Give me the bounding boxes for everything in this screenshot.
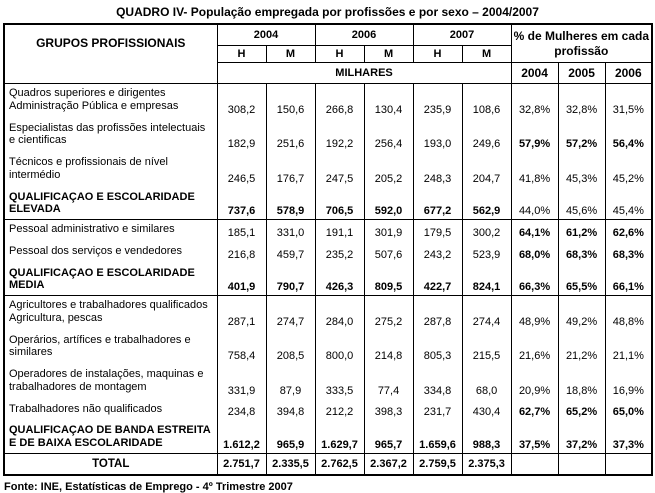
- value-cell: 185,1: [217, 220, 266, 242]
- value-cell: 150,6: [266, 84, 315, 119]
- table-row: [4, 153, 652, 188]
- total-label: TOTAL: [4, 453, 217, 475]
- value-cell: 235,9: [413, 84, 462, 119]
- value-cell: 758,4: [217, 331, 266, 366]
- value-cell: 988,3: [462, 421, 511, 453]
- value-cell: 243,2: [413, 242, 462, 264]
- value-cell: 331,0: [266, 220, 315, 242]
- pct-cell: 45,2%: [605, 153, 652, 188]
- row-label: Pessoal administrativo e similares: [4, 220, 217, 242]
- value-cell: 248,3: [413, 153, 462, 188]
- value-cell: 333,5: [315, 365, 364, 400]
- value-cell: 204,7: [462, 153, 511, 188]
- value-cell: 108,6: [462, 84, 511, 119]
- value-cell: 214,8: [364, 331, 413, 366]
- value-cell: 182,9: [217, 119, 266, 154]
- value-cell: 231,7: [413, 400, 462, 422]
- total-value-cell: 2.762,5: [315, 453, 364, 475]
- pct-cell: 32,8%: [558, 84, 605, 119]
- pct-cell: 41,8%: [511, 153, 558, 188]
- value-cell: 677,2: [413, 188, 462, 220]
- pct-cell: 16,9%: [605, 365, 652, 400]
- value-cell: 308,2: [217, 84, 266, 119]
- col-group-2004: 2004: [217, 24, 315, 46]
- col-group-2007: 2007: [413, 24, 511, 46]
- value-cell: 287,1: [217, 296, 266, 331]
- pct-cell: 21,2%: [558, 331, 605, 366]
- value-cell: 274,4: [462, 296, 511, 331]
- value-cell: 192,2: [315, 119, 364, 154]
- table-row: [4, 331, 652, 366]
- pct-cell: 21,1%: [605, 331, 652, 366]
- value-cell: 68,0: [462, 365, 511, 400]
- value-cell: 215,5: [462, 331, 511, 366]
- col-header-m-2007: M: [462, 46, 511, 63]
- col-header-h-2004: H: [217, 46, 266, 63]
- value-cell: 274,7: [266, 296, 315, 331]
- col-header-grupos-profissionais: GRUPOS PROFISSIONAIS: [4, 24, 217, 84]
- value-cell: 334,8: [413, 365, 462, 400]
- total-row: [4, 453, 652, 475]
- value-cell: 426,3: [315, 264, 364, 296]
- value-cell: 77,4: [364, 365, 413, 400]
- value-cell: 459,7: [266, 242, 315, 264]
- col-header-h-2007: H: [413, 46, 462, 63]
- pct-cell: 57,2%: [558, 119, 605, 154]
- total-value-cell: 2.367,2: [364, 453, 413, 475]
- value-cell: 398,3: [364, 400, 413, 422]
- value-cell: 208,5: [266, 331, 315, 366]
- value-cell: 246,5: [217, 153, 266, 188]
- pct-cell: 56,4%: [605, 119, 652, 154]
- value-cell: 790,7: [266, 264, 315, 296]
- row-label: QUALIFICAÇAO E ESCOLARIDADE ELEVADA: [4, 188, 217, 220]
- value-cell: 507,6: [364, 242, 413, 264]
- value-cell: 193,0: [413, 119, 462, 154]
- pct-cell: 48,9%: [511, 296, 558, 331]
- value-cell: 216,8: [217, 242, 266, 264]
- value-cell: 824,1: [462, 264, 511, 296]
- pct-cell: 32,8%: [511, 84, 558, 119]
- value-cell: 706,5: [315, 188, 364, 220]
- total-value-cell: 2.335,5: [266, 453, 315, 475]
- value-cell: 301,9: [364, 220, 413, 242]
- total-pct-cell: [605, 453, 652, 475]
- pct-cell: 20,9%: [511, 365, 558, 400]
- value-cell: 523,9: [462, 242, 511, 264]
- value-cell: 562,9: [462, 188, 511, 220]
- value-cell: 578,9: [266, 188, 315, 220]
- pct-cell: 68,0%: [511, 242, 558, 264]
- pct-cell: 66,3%: [511, 264, 558, 296]
- value-cell: 87,9: [266, 365, 315, 400]
- row-label: QUALIFICAÇAO DE BANDA ESTREITA E DE BAIXA ESCOLARIDADE: [4, 421, 217, 453]
- total-pct-cell: [558, 453, 605, 475]
- value-cell: 965,7: [364, 421, 413, 453]
- value-cell: 300,2: [462, 220, 511, 242]
- col-header-pct-2006: 2006: [605, 63, 652, 84]
- value-cell: 205,2: [364, 153, 413, 188]
- value-cell: 256,4: [364, 119, 413, 154]
- pct-cell: 57,9%: [511, 119, 558, 154]
- total-value-cell: 2.375,3: [462, 453, 511, 475]
- pct-cell: 37,2%: [558, 421, 605, 453]
- col-header-milhares: MILHARES: [217, 63, 511, 84]
- col-header-pct-2004: 2004: [511, 63, 558, 84]
- value-cell: 212,2: [315, 400, 364, 422]
- row-label: QUALIFICAÇAO E ESCOLARIDADE MEDIA: [4, 264, 217, 296]
- table-header: [4, 24, 652, 84]
- table-row: [4, 296, 652, 331]
- value-cell: 247,5: [315, 153, 364, 188]
- value-cell: 251,6: [266, 119, 315, 154]
- pct-cell: 65,2%: [558, 400, 605, 422]
- pct-cell: 49,2%: [558, 296, 605, 331]
- total-value-cell: 2.751,7: [217, 453, 266, 475]
- value-cell: 287,8: [413, 296, 462, 331]
- row-label: Operadores de instalações, maquinas e trabalhadores de montagem: [4, 365, 217, 400]
- table-total-section: [4, 453, 652, 475]
- pct-cell: 44,0%: [511, 188, 558, 220]
- table-section: [4, 220, 652, 296]
- value-cell: 130,4: [364, 84, 413, 119]
- value-cell: 737,6: [217, 188, 266, 220]
- col-header-m-2006: M: [364, 46, 413, 63]
- pct-cell: 62,6%: [605, 220, 652, 242]
- total-pct-cell: [511, 453, 558, 475]
- total-value-cell: 2.759,5: [413, 453, 462, 475]
- value-cell: 1.612,2: [217, 421, 266, 453]
- value-cell: 266,8: [315, 84, 364, 119]
- pct-cell: 68,3%: [558, 242, 605, 264]
- value-cell: 331,9: [217, 365, 266, 400]
- table-title: QUADRO IV- População empregada por profissões e por sexo – 2004/2007: [116, 5, 539, 19]
- value-cell: 235,2: [315, 242, 364, 264]
- col-header-m-2004: M: [266, 46, 315, 63]
- value-cell: 422,7: [413, 264, 462, 296]
- table-row: [4, 242, 652, 264]
- row-label: Operários, artífices e trabalhadores e similares: [4, 331, 217, 366]
- value-cell: 275,2: [364, 296, 413, 331]
- pct-cell: 31,5%: [605, 84, 652, 119]
- table-row: [4, 188, 652, 220]
- pct-cell: 66,1%: [605, 264, 652, 296]
- value-cell: 430,4: [462, 400, 511, 422]
- pct-cell: 45,3%: [558, 153, 605, 188]
- row-label: Trabalhadores não qualificados: [4, 400, 217, 422]
- pct-cell: 65,5%: [558, 264, 605, 296]
- pct-cell: 37,5%: [511, 421, 558, 453]
- source-note: Fonte: INE, Estatísticas de Emprego - 4º Trimestre 2007: [4, 480, 293, 493]
- table-row: [4, 220, 652, 242]
- value-cell: 234,8: [217, 400, 266, 422]
- table-row: [4, 264, 652, 296]
- value-cell: 965,9: [266, 421, 315, 453]
- col-group-pct-mulheres: % de Mulheres em cada profissão: [511, 24, 652, 63]
- pct-cell: 37,3%: [605, 421, 652, 453]
- row-label: Agricultores e trabalhadores qualificados Agricultura, pescas: [4, 296, 217, 331]
- value-cell: 401,9: [217, 264, 266, 296]
- value-cell: 592,0: [364, 188, 413, 220]
- value-cell: 179,5: [413, 220, 462, 242]
- value-cell: 284,0: [315, 296, 364, 331]
- pct-cell: 61,2%: [558, 220, 605, 242]
- table-row: [4, 421, 652, 453]
- pct-cell: 65,0%: [605, 400, 652, 422]
- col-header-h-2006: H: [315, 46, 364, 63]
- pct-cell: 48,8%: [605, 296, 652, 331]
- pct-cell: 21,6%: [511, 331, 558, 366]
- value-cell: 1.629,7: [315, 421, 364, 453]
- table-row: [4, 84, 652, 119]
- value-cell: 809,5: [364, 264, 413, 296]
- pct-cell: 64,1%: [511, 220, 558, 242]
- value-cell: 249,6: [462, 119, 511, 154]
- table-row: [4, 400, 652, 422]
- col-group-2006: 2006: [315, 24, 413, 46]
- pct-cell: 18,8%: [558, 365, 605, 400]
- header-row-years: [4, 24, 652, 46]
- pct-cell: 62,7%: [511, 400, 558, 422]
- row-label: Pessoal dos serviços e vendedores: [4, 242, 217, 264]
- table-section: [4, 296, 652, 454]
- pct-cell: 68,3%: [605, 242, 652, 264]
- row-label: Técnicos e profissionais de nível intermédio: [4, 153, 217, 188]
- table-section: [4, 84, 652, 220]
- row-label: Quadros superiores e dirigentes Administração Pública e empresas: [4, 84, 217, 119]
- table-row: [4, 365, 652, 400]
- value-cell: 394,8: [266, 400, 315, 422]
- data-table: [3, 23, 653, 476]
- value-cell: 805,3: [413, 331, 462, 366]
- pct-cell: 45,4%: [605, 188, 652, 220]
- value-cell: 800,0: [315, 331, 364, 366]
- table-row: [4, 119, 652, 154]
- value-cell: 1.659,6: [413, 421, 462, 453]
- value-cell: 191,1: [315, 220, 364, 242]
- row-label: Especialistas das profissões intelectuais e cientificas: [4, 119, 217, 154]
- value-cell: 176,7: [266, 153, 315, 188]
- pct-cell: 45,6%: [558, 188, 605, 220]
- col-header-pct-2005: 2005: [558, 63, 605, 84]
